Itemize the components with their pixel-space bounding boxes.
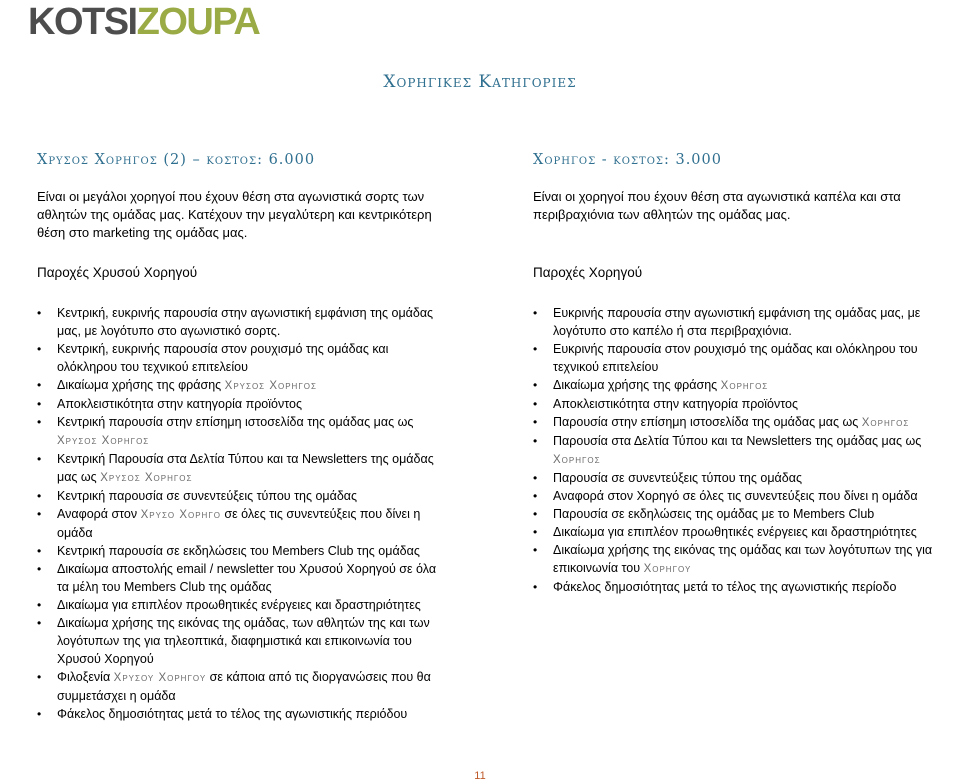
- list-item-text: Κεντρική παρουσία στην επίσημη ιστοσελίδα της ομάδας μας ως: [57, 415, 414, 429]
- sponsor-title-highlight: Χρυσο Χορηγο: [140, 509, 221, 521]
- list-item: [533, 376, 953, 395]
- list-item-text: Κεντρική παρουσία σε συνεντεύξεις τύπου της ομάδας: [57, 489, 358, 503]
- list-item: [533, 413, 953, 432]
- sponsor-title-highlight: Χορηγος: [861, 417, 910, 429]
- list-item-text: Αποκλειστικότητα στην κατηγορία προϊόντος: [57, 397, 302, 411]
- gold-sponsor-heading: Χρυσος Χορηγος (2) – κοστος: 6.000: [37, 152, 316, 168]
- page-number: 11: [474, 770, 486, 782]
- sponsor-title-highlight: Χρυσου Χορηγου: [113, 672, 207, 684]
- page-title: Χορηγικες Κατηγοριες: [383, 72, 577, 92]
- list-item-text: Δικαίωμα χρήσης της φράσης: [553, 378, 721, 392]
- list-item: [533, 505, 953, 523]
- list-item-text: Ευκρινής παρουσία στην αγωνιστική εμφάνιση της ομάδας μας, με λογότυπο στο καπέλο ή στα περιβραχιόνια.: [553, 306, 921, 338]
- list-item: [37, 450, 447, 487]
- sponsor-title-highlight: Χορηγος: [720, 380, 769, 392]
- list-item-text: Κεντρική Παρουσία στα Δελτία Τύπου και τα Newsletters της ομάδας μας ως: [57, 452, 434, 484]
- sponsor-title-highlight: Χρυσος Χορηγος: [100, 472, 193, 484]
- list-item-text: Ευκρινής παρουσία στον ρουχισμό της ομάδας και ολόκληρου του τεχνικού επιτελείου: [553, 342, 918, 374]
- sponsor-title-highlight: Χρυσος Χορηγος: [224, 380, 317, 392]
- gold-sponsor-column: [37, 150, 447, 723]
- sponsor-title-highlight: Χορηγου: [643, 563, 692, 575]
- sponsor-heading: Χορηγος - κοστος: 3.000: [533, 152, 722, 168]
- list-item: [37, 395, 447, 413]
- list-item: [533, 578, 953, 596]
- logo: [28, 2, 259, 42]
- list-item-text: Αναφορά στον Χορηγό σε όλες τις συνεντεύξεις που δίνει η ομάδα: [553, 489, 918, 503]
- list-item-text: σε κάποια από τις διοργανώσεις που θα συμμετάσχει η ομάδα: [57, 670, 431, 703]
- list-item-text: Φάκελος δημοσιότητας μετά το τέλος της αγωνιστικής περίοδο: [553, 580, 897, 594]
- sponsor-benefits-heading: Παροχές Χορηγού: [533, 265, 643, 280]
- sponsor-column: [533, 150, 953, 596]
- list-item-text: Δικαίωμα χρήσης της εικόνας της ομάδας, των αθλητών της και των λογότυπων της για τηλεοπτικά, διαφημιστικά και επικοινωνία του Χρυσού Χορηγού: [57, 616, 430, 666]
- sponsor-intro: Είναι οι χορηγοί που έχουν θέση στα αγωνιστικά καπέλα και στα περιβραχιόνια των αθλητών της ομάδας μας.: [533, 189, 901, 222]
- sponsor-benefits-list: [533, 304, 953, 596]
- sponsor-title-highlight: Χρυσος Χορηγος: [57, 435, 150, 447]
- list-item-text: Κεντρική, ευκρινής παρουσία στον ρουχισμό της ομάδας και ολόκληρου του τεχνικού επιτελείου: [57, 342, 389, 374]
- list-item-text: Κεντρική, ευκρινής παρουσία στην αγωνιστική εμφάνιση της ομάδας μας, με λογότυπο στο αγωνιστικό σορτς.: [57, 306, 434, 338]
- logo-part-kotsi: KOTSI: [28, 1, 137, 43]
- list-item-text: Δικαίωμα αποστολής email / newsletter του Χρυσού Χορηγού σε όλα τα μέλη του Members Club της ομάδας: [57, 562, 437, 594]
- list-item: [37, 304, 447, 340]
- list-item-text: Δικαίωμα χρήσης της φράσης: [57, 378, 225, 392]
- list-item: [37, 705, 447, 723]
- logo-part-zoupa: ZOUPA: [136, 1, 260, 43]
- list-item: [533, 395, 953, 413]
- list-item-text: Φιλοξενία: [57, 670, 114, 684]
- list-item: [37, 413, 447, 450]
- gold-sponsor-intro: Είναι οι μεγάλοι χορηγοί που έχουν θέση στα αγωνιστικά σορτς των αθλητών της ομάδας μας. Κατέχουν την μεγαλύτερη και κεντρικότερη θέση στο marketing της ομάδας μας.: [37, 189, 432, 240]
- list-item-text: Αποκλειστικότητα στην κατηγορία προϊόντος: [553, 397, 798, 411]
- list-item-text: Δικαίωμα για επιπλέον προωθητικές ενέργειες και δραστηριότητες: [553, 525, 917, 539]
- list-item: [533, 487, 953, 505]
- list-item: [533, 304, 953, 340]
- list-item-text: Φάκελος δημοσιότητας μετά το τέλος της αγωνιστικής περιόδου: [57, 707, 408, 721]
- list-item-text: Δικαίωμα για επιπλέον προωθητικές ενέργειες και δραστηριότητες: [57, 598, 421, 612]
- list-item: [37, 668, 447, 705]
- list-item-text: Παρουσία σε εκδηλώσεις της ομάδας με το Members Club: [553, 507, 875, 521]
- list-item: [37, 560, 447, 596]
- list-item-text: Αναφορά στον: [57, 507, 141, 521]
- list-item: [37, 340, 447, 376]
- list-item: [37, 542, 447, 560]
- list-item: [533, 541, 953, 578]
- list-item: [37, 596, 447, 614]
- list-item: [533, 340, 953, 376]
- list-item: [533, 469, 953, 487]
- list-item: [37, 376, 447, 395]
- list-item-text: Παρουσία στα Δελτία Τύπου και τα Newsletters της ομάδας μας ως: [553, 434, 922, 448]
- list-item: [37, 614, 447, 668]
- list-item: [37, 505, 447, 542]
- list-item: [37, 487, 447, 505]
- sponsor-title-highlight: Χορηγος: [553, 454, 601, 466]
- list-item-text: σε όλες τις συνεντεύξεις που δίνει η ομάδα: [57, 507, 421, 540]
- gold-sponsor-benefits-heading: Παροχές Χρυσού Χορηγού: [37, 265, 198, 280]
- list-item: [533, 523, 953, 541]
- list-item-text: Παρουσία σε συνεντεύξεις τύπου της ομάδας: [553, 471, 802, 485]
- list-item-text: Παρουσία στην επίσημη ιστοσελίδα της ομάδας μας ως: [553, 415, 862, 429]
- list-item: [533, 432, 953, 469]
- list-item-text: Κεντρική παρουσία σε εκδηλώσεις του Members Club της ομάδας: [57, 544, 420, 558]
- list-item-text: Δικαίωμα χρήσης της εικόνας της ομάδας και των λογότυπων της για επικοινωνία του: [553, 543, 933, 575]
- gold-sponsor-benefits-list: [37, 304, 447, 723]
